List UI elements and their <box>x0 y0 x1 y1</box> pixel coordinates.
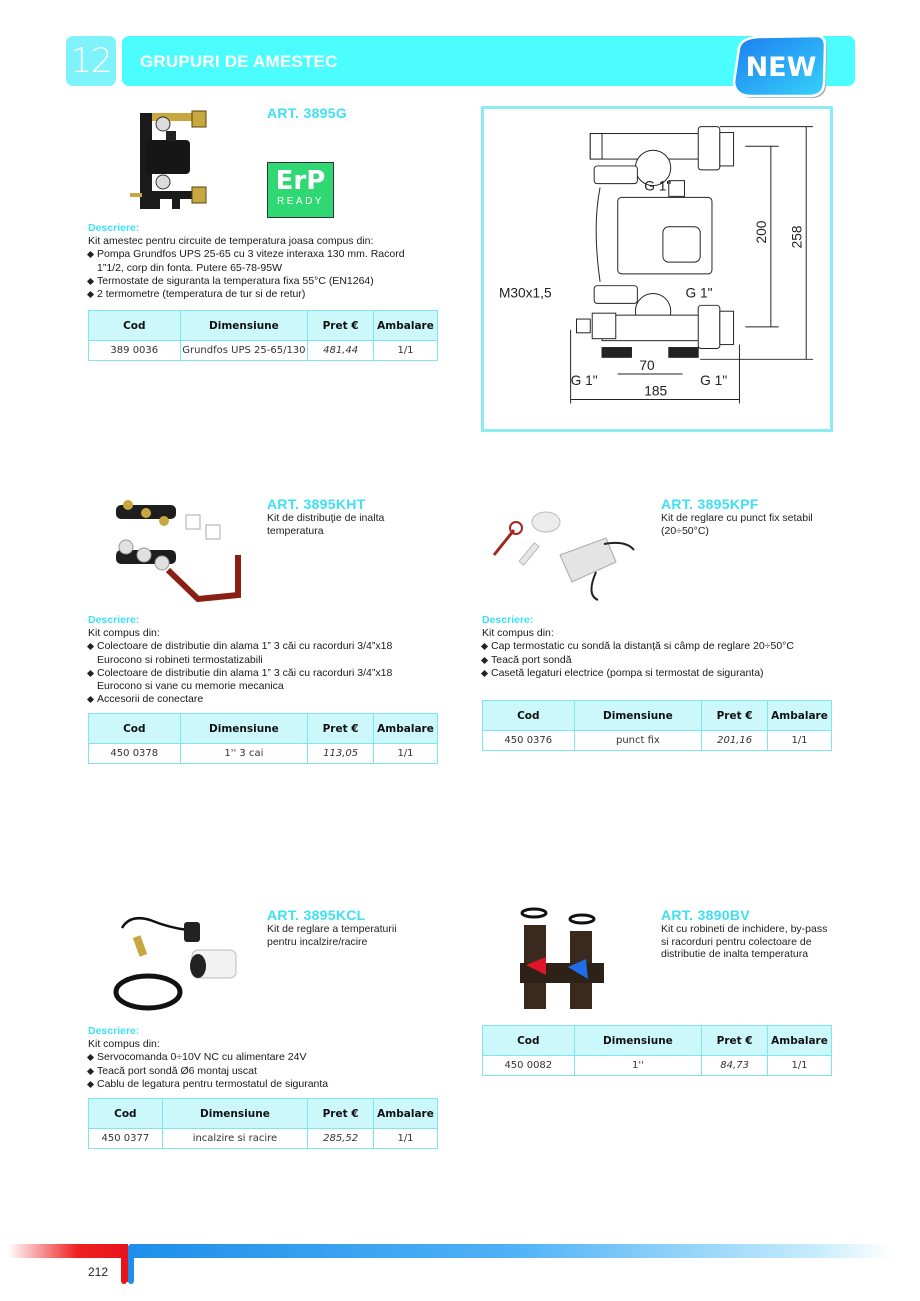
svg-text:G 1": G 1" <box>570 372 598 388</box>
product-table-3890bv <box>482 1025 832 1076</box>
product-image-3895g <box>126 105 216 215</box>
svg-text:185: 185 <box>644 383 668 399</box>
cell-ambalare: 1/1 <box>768 731 832 751</box>
column-header-cod: Cod <box>483 1026 575 1056</box>
section-title: GRUPURI DE AMESTEC <box>140 52 338 71</box>
description-bullet: 2 termometre (temperatura de tur si de retur) <box>88 288 428 301</box>
column-header-pret: Pret € <box>308 1099 374 1129</box>
column-header-pret: Pret € <box>702 701 768 731</box>
description-bullet: Colectoare de distributie din alama 1” 3 căi cu racorduri 3/4”x18 Eurocono si vane cu memorie mecanica <box>88 667 433 694</box>
column-header-ambalare: Ambalare <box>768 701 832 731</box>
column-header-dimensiune: Dimensiune <box>180 311 308 341</box>
cell-dimensiune: 1'' <box>574 1056 702 1076</box>
technical-drawing <box>481 106 833 432</box>
article-title: ART. 3895KHT <box>267 496 366 512</box>
product-image-3895kcl <box>110 908 255 1018</box>
svg-text:G 1": G 1" <box>644 178 672 194</box>
article-subtitle: Kit de reglare a temperaturii pentru incalzire/racire <box>267 923 397 948</box>
column-header-ambalare: Ambalare <box>768 1026 832 1056</box>
article-subtitle: Kit de distribuţie de inalta temperatura <box>267 512 385 537</box>
product-table-3895g <box>88 310 438 361</box>
cell-ambalare: 1/1 <box>374 744 438 764</box>
product-image-3895kht <box>108 495 258 605</box>
table-header-row <box>89 1099 438 1129</box>
column-header-cod: Cod <box>483 701 575 731</box>
new-badge-icon <box>729 34 829 98</box>
column-header-dimensiune: Dimensiune <box>180 714 308 744</box>
product-table-3895kht <box>88 713 438 764</box>
erp-ready-badge <box>267 162 334 218</box>
footer-pipe-decoration <box>0 1240 920 1280</box>
column-header-cod: Cod <box>89 311 181 341</box>
cell-pret: 481,44 <box>308 341 374 361</box>
description-intro: Kit compus din: <box>88 627 160 639</box>
product-table-3895kpf <box>482 700 832 751</box>
svg-text:NEW: NEW <box>745 52 817 83</box>
table-row <box>483 731 832 751</box>
cell-ambalare: 1/1 <box>374 1129 438 1149</box>
column-header-cod: Cod <box>89 1099 163 1129</box>
cell-pret: 285,52 <box>308 1129 374 1149</box>
description-intro: Kit compus din: <box>88 1038 160 1050</box>
article-title: ART. 3895KCL <box>267 907 366 923</box>
description-label: Descriere: <box>88 1025 140 1037</box>
description-bullet: Teacă port sondă <box>482 654 827 667</box>
table-header-row <box>89 311 438 341</box>
page-number: 212 <box>88 1265 109 1279</box>
table-row <box>89 341 438 361</box>
description-label: Descriere: <box>482 614 534 626</box>
cell-cod: 389 0036 <box>89 341 181 361</box>
description-bullet: Casetă legaturi electrice (pompa si termostat de siguranta) <box>482 667 827 680</box>
svg-text:G 1": G 1" <box>700 372 728 388</box>
table-row <box>89 1129 438 1149</box>
table-header-row <box>483 1026 832 1056</box>
description-body <box>88 627 433 707</box>
description-body <box>482 627 827 680</box>
description-bullet: Termostate de siguranta la temperatura fixa 55°C (EN1264) <box>88 275 428 288</box>
cell-cod: 450 0378 <box>89 744 181 764</box>
cell-cod: 450 0376 <box>483 731 575 751</box>
new-badge <box>729 34 829 98</box>
article-title: ART. 3895G <box>267 105 348 121</box>
description-bullet: Teacă port sondă Ø6 montaj uscat <box>88 1065 433 1078</box>
article-subtitle: Kit de reglare cu punct fix setabil (20÷50°C) <box>661 512 813 537</box>
cell-dimensiune: punct fix <box>574 731 702 751</box>
column-header-ambalare: Ambalare <box>374 1099 438 1129</box>
column-header-pret: Pret € <box>702 1026 768 1056</box>
cell-cod: 450 0377 <box>89 1129 163 1149</box>
product-image-3890bv <box>510 905 610 1015</box>
svg-text:70: 70 <box>639 358 655 374</box>
column-header-pret: Pret € <box>308 714 374 744</box>
svg-text:258: 258 <box>789 225 805 249</box>
table-header-row <box>483 701 832 731</box>
cell-dimensiune: incalzire si racire <box>162 1129 308 1149</box>
description-bullet: Servocomanda 0÷10V NC cu alimentare 24V <box>88 1051 433 1064</box>
article-title: ART. 3890BV <box>661 907 750 923</box>
description-intro: Kit compus din: <box>482 627 554 639</box>
description-intro: Kit amestec pentru circuite de temperatura joasa compus din: <box>88 235 374 247</box>
erp-badge-bottom: READY <box>277 196 324 207</box>
description-bullet: Pompa Grundfos UPS 25-65 cu 3 viteze interaxa 130 mm. Racord 1”1/2, corp din fonta. Putere 65-78-95W <box>88 248 428 275</box>
article-subtitle: Kit cu robineti de inchidere, by-pass si racorduri pentru colectoare de distributie de inalta temperatura <box>661 923 828 960</box>
description-bullet: Cap termostatic cu sondă la distanță si câmp de reglare 20÷50°C <box>482 640 827 653</box>
cell-pret: 113,05 <box>308 744 374 764</box>
chapter-number: 12 <box>66 36 116 86</box>
column-header-cod: Cod <box>89 714 181 744</box>
description-label: Descriere: <box>88 222 140 234</box>
cell-pret: 201,16 <box>702 731 768 751</box>
table-row <box>89 744 438 764</box>
svg-text:M30x1,5: M30x1,5 <box>498 285 552 301</box>
cell-dimensiune: 1'' 3 cai <box>180 744 308 764</box>
description-body <box>88 235 428 301</box>
cell-ambalare: 1/1 <box>768 1056 832 1076</box>
cell-pret: 84,73 <box>702 1056 768 1076</box>
cell-dimensiune: Grundfos UPS 25-65/130 <box>180 341 308 361</box>
column-header-dimensiune: Dimensiune <box>574 1026 702 1056</box>
product-image-3895kpf <box>486 500 646 605</box>
description-bullet: Accesorii de conectare <box>88 693 433 706</box>
table-row <box>483 1056 832 1076</box>
description-bullet: Colectoare de distributie din alama 1” 3 căi cu racorduri 3/4”x18 Eurocono si robineti termostatizabili <box>88 640 433 667</box>
description-body <box>88 1038 433 1091</box>
column-header-dimensiune: Dimensiune <box>162 1099 308 1129</box>
article-title: ART. 3895KPF <box>661 496 759 512</box>
cell-ambalare: 1/1 <box>374 341 438 361</box>
column-header-dimensiune: Dimensiune <box>574 701 702 731</box>
product-table-3895kcl <box>88 1098 438 1149</box>
svg-text:200: 200 <box>753 220 769 244</box>
column-header-pret: Pret € <box>308 311 374 341</box>
table-header-row <box>89 714 438 744</box>
svg-text:G 1": G 1" <box>685 285 713 301</box>
column-header-ambalare: Ambalare <box>374 311 438 341</box>
description-bullet: Cablu de legatura pentru termostatul de siguranta <box>88 1078 433 1091</box>
erp-badge-top: ErP <box>275 166 326 196</box>
column-header-ambalare: Ambalare <box>374 714 438 744</box>
cell-cod: 450 0082 <box>483 1056 575 1076</box>
description-label: Descriere: <box>88 614 140 626</box>
